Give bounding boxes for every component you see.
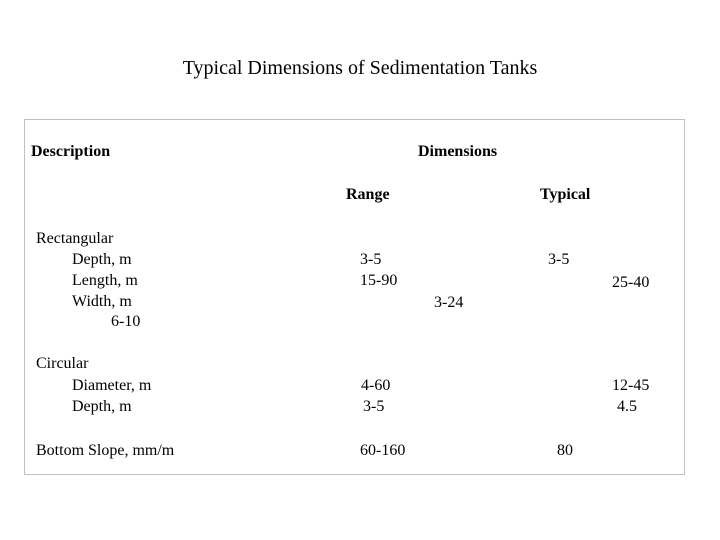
header-typical: Typical: [540, 186, 591, 203]
bottom-slope-range: 60‐160: [360, 442, 406, 459]
bottom-slope-label: Bottom Slope, mm/m: [36, 442, 175, 459]
rect-width-typical: 3‐24: [434, 294, 464, 311]
rect-width-range: 6‐10: [111, 313, 141, 330]
circular-heading: Circular: [36, 355, 89, 372]
circ-diameter-range: 4‐60: [361, 377, 391, 394]
circ-depth-label: Depth, m: [72, 398, 132, 415]
rect-length-typical: 25‐40: [612, 274, 650, 291]
circ-diameter-typical: 12‐45: [612, 377, 650, 394]
page-title: Typical Dimensions of Sedimentation Tanks: [182, 57, 538, 79]
rectangular-heading: Rectangular: [36, 230, 114, 247]
circ-diameter-label: Diameter, m: [72, 377, 152, 394]
header-dimensions: Dimensions: [418, 143, 498, 160]
rect-width-label: Width, m: [72, 293, 132, 310]
header-range: Range: [346, 186, 390, 203]
rect-depth-range: 3‐5: [360, 251, 382, 268]
rect-length-label: Length, m: [72, 272, 138, 289]
header-description: Description: [31, 143, 111, 160]
circ-depth-typical: 4.5: [617, 398, 637, 415]
rect-length-range: 15‐90: [360, 272, 398, 289]
rect-depth-typical: 3-5: [548, 251, 570, 268]
rect-depth-label: Depth, m: [72, 251, 132, 268]
bottom-slope-typical: 80: [557, 442, 573, 459]
circ-depth-range: 3‐5: [363, 398, 385, 415]
